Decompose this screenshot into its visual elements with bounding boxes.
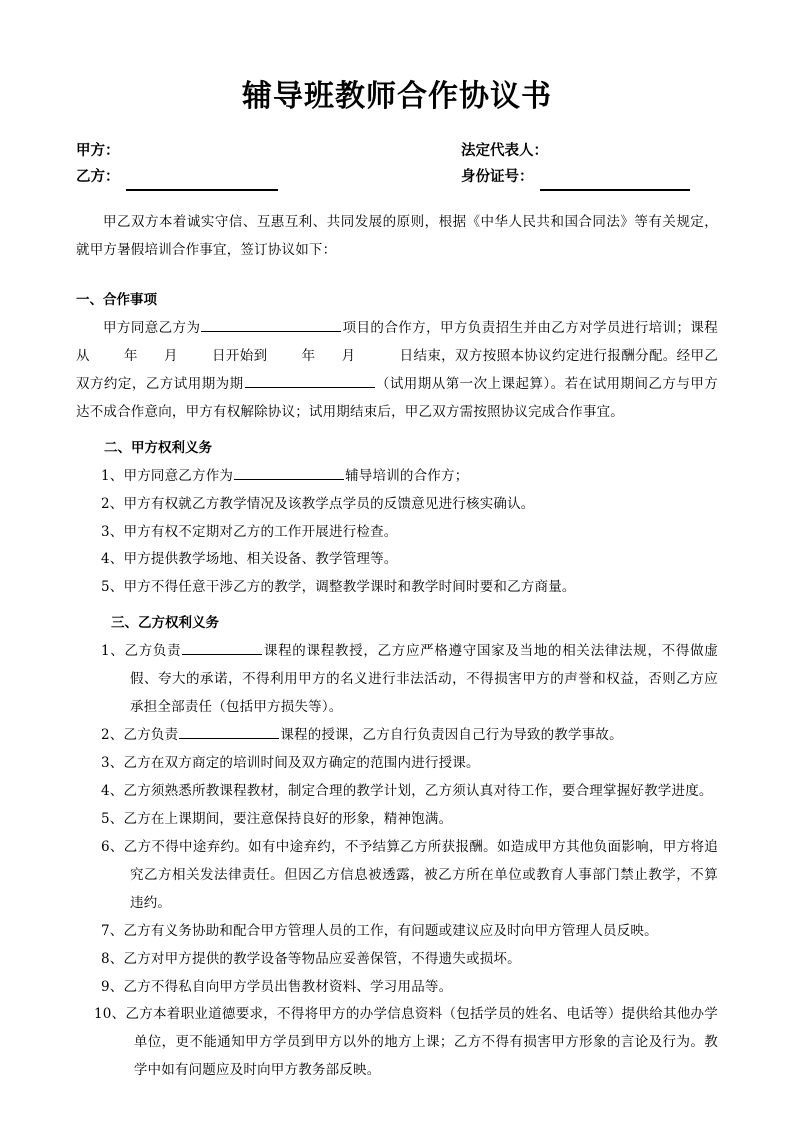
item-number: 9、	[101, 978, 124, 995]
list-item	[101, 546, 718, 574]
item-number: 3、	[101, 755, 124, 771]
item-text-post: 辅导培训的合作方；	[345, 467, 469, 484]
id-number-field	[461, 164, 718, 191]
item-text-pre: 乙方负责	[123, 727, 179, 744]
probation-period-input[interactable]	[245, 373, 375, 388]
list-item	[101, 722, 718, 750]
legal-rep-field	[461, 138, 718, 165]
list-item	[101, 638, 718, 722]
item-text-pre: 乙方对甲方提供的教学设备等物品应妥善保管，不得遗失或损坏。	[123, 950, 521, 967]
item-text-pre: 甲方同意乙方作为	[123, 467, 234, 484]
item-text-post: 课程的授课，乙方自行负责因自己行为导致的教学事故。	[280, 727, 623, 744]
item-number: 10、	[94, 1006, 126, 1023]
item-text-pre: 甲方提供教学场地、相关设备、教学管理等。	[123, 551, 398, 568]
section-1-text-6: 年	[301, 347, 316, 364]
item-number: 4、	[101, 782, 124, 799]
item-number: 3、	[101, 523, 124, 540]
item-number: 5、	[101, 579, 124, 596]
item-text-pre: 乙方不得私自向甲方学员出售教材资料、学习用品等。	[123, 978, 453, 995]
page-title: 辅导班教师合作协议书	[242, 79, 552, 114]
party-row-primary	[76, 138, 718, 165]
project-name-input[interactable]	[201, 317, 341, 332]
item-text-pre: 乙方不得中途弃约。如有中途弃约，不予结算乙方所获报酬。如造成甲方其他负面影响，甲方将追究乙方相关发法律责任。但因乙方信息被透露，被乙方所在单位或教育人事部门禁止教学，不算违约。	[123, 838, 718, 911]
party-b-input[interactable]	[126, 175, 278, 192]
course-name-input-2[interactable]	[179, 724, 279, 739]
item-text-pre: 乙方有义务协助和配合甲方管理人员的工作，有问题或建议应及时向甲方管理人员反映。	[123, 922, 658, 939]
section-1-text-8: 日结束，双方按照本协议约定进行报酬分配。经甲乙双方约定，乙方试用期为期	[76, 347, 719, 392]
item-text-post: 课程的课程教授，乙方应严格遵守国家及当地的相关法律法规，不得做虚假、夸大的承诺，不得利用甲方的名义进行非法活动，不得损害甲方的声誉和权益，否则乙方应承担全部责任（包括甲方损失等）。	[130, 643, 718, 716]
list-item	[101, 974, 718, 1002]
section-1-text-3: 年	[123, 347, 138, 364]
party-b-field	[76, 164, 461, 191]
list-item	[101, 491, 718, 519]
section-1-text-2: 项目的合作方，甲方负责招生并由乙方对学员进行培训；课程从	[76, 319, 718, 364]
item-number: 8、	[101, 950, 124, 967]
item-text-pre: 甲方有权就乙方教学情况及该教学点学员的反馈意见进行核实确认。	[123, 495, 535, 512]
item-number: 1、	[101, 643, 125, 660]
item-text-pre: 甲方不得任意干涉乙方的教学，调整教学课时和教学时间时要和乙方商量。	[123, 579, 576, 596]
list-item	[101, 806, 718, 834]
list-item	[101, 834, 718, 918]
section-1-text-9: （试用期从第一次上课起算）。若在试用期间乙方与甲方达不成合作意向，甲方有权解除协议；试用期结束后，甲乙双方需按照协议完成合作事宜。	[76, 375, 718, 420]
intro-paragraph: 甲乙双方本着诚实守信、互惠互利、共同发展的原则，根据《中华人民共和国合同法》等有关规定，就甲方暑假培训合作事宜，签订协议如下：	[76, 214, 718, 259]
id-number-label: 身份证号：	[461, 169, 534, 186]
item-number: 5、	[101, 810, 124, 827]
section-1-text-1: 甲方同意乙方为	[103, 319, 201, 336]
section-1-text-4: 月	[163, 347, 178, 364]
section-heading-party-b-rights: 三、乙方权利义务	[111, 615, 219, 632]
item-text-pre: 乙方在双方商定的培训时间及双方确定的范围内进行授课。	[123, 755, 480, 771]
legal-rep-label: 法定代表人：	[461, 142, 548, 159]
party-a-input[interactable]	[126, 150, 276, 165]
list-item	[101, 574, 718, 602]
item-text-pre: 甲方有权不定期对乙方的工作开展进行检查。	[123, 523, 398, 540]
training-subject-input-a[interactable]	[234, 464, 344, 479]
list-item	[101, 778, 718, 806]
item-number: 4、	[101, 551, 124, 568]
party-row-secondary	[76, 164, 718, 191]
item-text-pre: 乙方本着职业道德要求，不得将甲方的办学信息资料（包括学员的姓名、电话等）提供给其他办学单位，更不能通知甲方学员到甲方以外的地方上课；乙方不得有损害甲方形象的言论及行为。教学中如有问题应及时向甲方教务部反映。	[125, 1006, 718, 1079]
section-heading-cooperation-matters: 一、合作事项	[76, 292, 157, 308]
item-text-pre: 乙方在上课期间，要注意保持良好的形象，精神饱满。	[123, 810, 453, 827]
list-item	[101, 918, 718, 946]
list-item	[101, 519, 718, 547]
party-b-label: 乙方：	[76, 169, 120, 186]
list-item	[101, 463, 718, 491]
list-item	[101, 750, 718, 778]
list-item	[101, 946, 718, 974]
section-heading-party-a-rights: 二、甲方权利义务	[104, 439, 212, 456]
item-number: 6、	[101, 838, 124, 855]
course-name-input-1[interactable]	[182, 640, 262, 655]
id-number-input[interactable]	[540, 175, 690, 192]
party-a-field	[76, 138, 461, 165]
party-a-label: 甲方：	[76, 142, 120, 159]
item-text-pre: 乙方负责	[124, 643, 182, 660]
item-number: 2、	[101, 727, 124, 744]
item-number: 7、	[101, 922, 124, 939]
party-header-block	[76, 138, 718, 192]
section-1-paragraph	[76, 315, 718, 427]
section-1-text-7: 月	[341, 347, 356, 364]
legal-rep-input[interactable]	[554, 150, 704, 165]
item-text-pre: 乙方须熟悉所教课程教材，制定合理的教学计划，乙方须认真对待工作，要合理掌握好教学进度。	[123, 782, 713, 799]
item-number: 2、	[101, 495, 124, 512]
section-1-text-5: 日开始到	[211, 347, 268, 364]
list-item	[94, 1001, 718, 1085]
item-number: 1、	[101, 467, 124, 484]
